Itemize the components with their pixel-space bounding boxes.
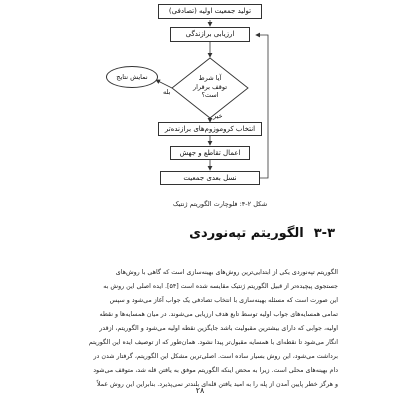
body-line: تمامی همسایه‌های جواب اولیه توسط تابع هدف ارزیابی می‌شوند. در میان همسایه‌ها و نقطه (99, 311, 338, 318)
body-line: و هرگز خطر پایین آمدن از پله را به امید یافتن قله‌ای بلندتر نمی‌پذیرد. بنابراین این روش عملاً (96, 381, 338, 388)
flow-step-crossover: اعمال تقاطع و جهش (170, 146, 250, 160)
body-line: انگار می‌شود تا نقطه‌ای با همسایه مقبول‌تر پیدا نشود. همان‌طور که از توصیف ایده این الگوریتم (88, 339, 338, 346)
body-line: برداشت می‌شود، این روش بسیار ساده است. اصلی‌ترین مشکل این الگوریتم، گرفتار شدن در (93, 353, 338, 360)
section-heading (189, 226, 335, 241)
body-paragraph (60, 266, 338, 392)
body-line: جستجوی پیچیده‌تر از قبیل الگوریتم ژنتیک مقایسه شده است [۵۴]. ایده اصلی این روش به (103, 283, 338, 290)
page-number: ۲۸ (195, 386, 205, 395)
body-line: اولیه، جوابی که دارای بیشترین مقبولیت باشد جایگزین نقطه اولیه می‌شود و الگوریتم، ازقدر (99, 325, 338, 332)
flow-yes-label: بله (163, 88, 171, 96)
body-line: دام بهینه‌های محلی است. زیرا به محض اینکه الگوریتم موفق به یافتن قله شد، متوقف می‌شود (93, 367, 338, 374)
flow-step-select: انتخاب کروموزوم‌های برازنده‌تر (158, 122, 262, 136)
body-line: الگوریتم تپه‌نوردی یکی از ابتدایی‌ترین روش‌های بهینه‌سازی است که گاهی با روش‌های (115, 269, 338, 276)
flow-step-init: تولید جمعیت اولیه (تصادفی) (158, 4, 262, 19)
flow-output-ellipse: نمایش نتایج (106, 66, 158, 88)
figure-caption: شکل ۲-۴: فلوچارت الگوریتم ژنتیک (172, 200, 268, 208)
body-line: این صورت است که مسئله بهینه‌سازی با انتخاب تصادفی یک جواب آغاز می‌شود و سپس (109, 297, 338, 304)
flow-step-fitness: ارزیابی برازندگی (170, 27, 250, 42)
section-title: الگوریتم تپه‌نوردی (189, 226, 304, 241)
flow-step-next-gen: نسل بعدی جمعیت (160, 171, 260, 185)
flow-decision-text: آیا شرط توقف برقرار است؟ (192, 74, 228, 99)
section-number: ۳-۳ (313, 226, 335, 241)
flow-no-label: خیر (213, 112, 223, 120)
